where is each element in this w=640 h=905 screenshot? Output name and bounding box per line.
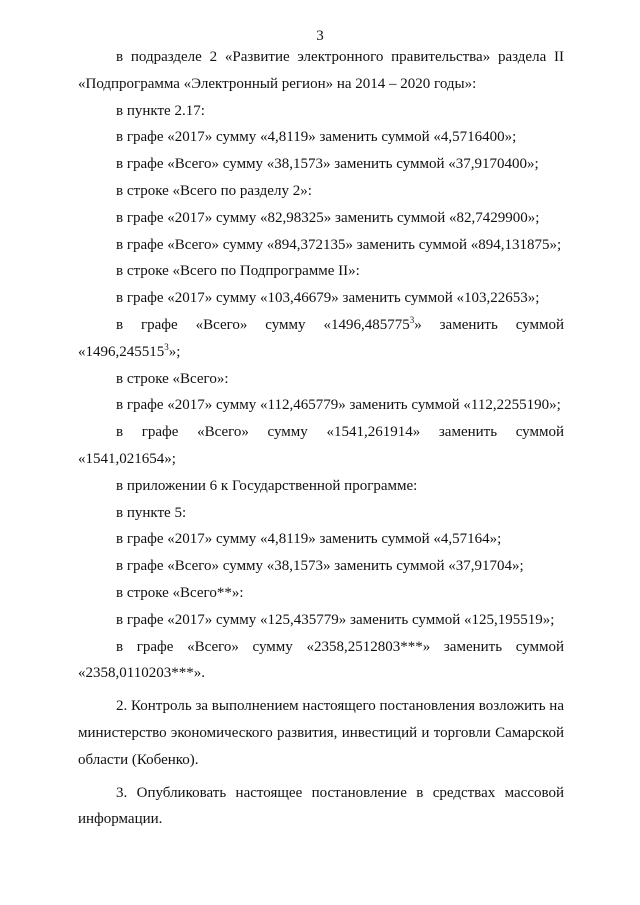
text-line bbox=[78, 312, 564, 339]
text-line: в графе «Всего» сумму «894,372135» заменить суммой «894,131875»; bbox=[116, 236, 562, 253]
footnote-marker: 3 bbox=[409, 314, 415, 325]
text-line: в графе «Всего» сумму «2358,2512803***» заменить суммой bbox=[116, 638, 564, 655]
document-body bbox=[78, 44, 564, 833]
text-line: в подразделе 2 «Развитие электронного правительства» раздела II bbox=[116, 49, 564, 65]
text-line: в графе «Всего» сумму «38,1573» заменить суммой «37,9170400»; bbox=[116, 156, 539, 173]
text-line: в пункте 2.17: bbox=[116, 102, 205, 119]
text-line: в графе «2017» сумму «82,98325» заменить суммой «82,7429900»; bbox=[116, 209, 540, 226]
text-line: в строке «Всего по Подпрограмме II»: bbox=[116, 263, 360, 280]
text-line: в графе «Всего» сумму «1541,261914» заменить суммой bbox=[116, 424, 564, 441]
text-line: в графе «2017» сумму «103,46679» заменить суммой «103,22653»; bbox=[116, 290, 540, 307]
footnote-marker: 3 bbox=[164, 341, 169, 352]
text-fragment: » заменить суммой bbox=[414, 316, 564, 333]
text-line: в строке «Всего по разделу 2»: bbox=[116, 182, 312, 199]
paragraph-control: 2. Контроль за выполнением настоящего постановления возложить на министерство экономического развития, инвестиций и торговли Самарской области (Кобенко). bbox=[78, 698, 564, 768]
text-line: «2358,0110203***». bbox=[78, 665, 205, 682]
text-line: в графе «2017» сумму «112,465779» заменить суммой «112,2255190»; bbox=[116, 397, 561, 414]
text-line: «1541,021654»; bbox=[78, 450, 176, 467]
text-line: в графе «2017» сумму «125,435779» заменить суммой «125,195519»; bbox=[116, 611, 555, 628]
text-line: в графе «Всего» сумму «38,1573» заменить суммой «37,91704»; bbox=[116, 558, 524, 575]
text-line: в строке «Всего**»: bbox=[116, 584, 244, 601]
text-fragment: в графе «Всего» сумму «1496,485775 bbox=[116, 316, 410, 333]
page-number: 3 bbox=[316, 28, 324, 44]
text-line: «Подпрограмма «Электронный регион» на 2014 – 2020 годы»: bbox=[78, 75, 477, 92]
text-line: в графе «2017» сумму «4,8119» заменить суммой «4,57164»; bbox=[116, 531, 502, 548]
text-fragment: «1496,245515 bbox=[78, 343, 165, 360]
paragraph-publish: 3. Опубликовать настоящее постановление в средствах массовой информации. bbox=[78, 784, 564, 828]
text-line: в пункте 5: bbox=[116, 504, 187, 521]
text-line: в строке «Всего»: bbox=[116, 370, 229, 387]
text-line bbox=[78, 339, 564, 366]
text-line: в графе «2017» сумму «4,8119» заменить суммой «4,5716400»; bbox=[116, 129, 517, 146]
text-fragment: »; bbox=[168, 343, 181, 360]
text-line: в приложении 6 к Государственной программе: bbox=[116, 477, 418, 494]
